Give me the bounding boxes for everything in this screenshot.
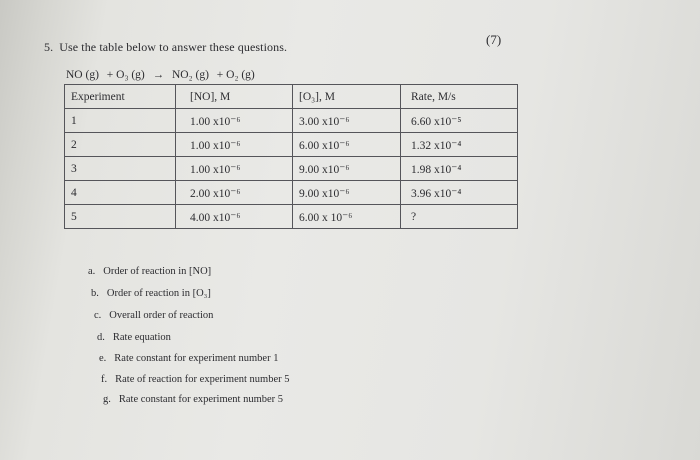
sub-question-text: Rate constant for experiment number 5	[118, 394, 284, 405]
equation-product-o2: + O₂ (g)	[216, 69, 255, 81]
sub-question-label: b.	[91, 288, 99, 299]
cell-experiment: 5	[65, 205, 176, 229]
list-item	[97, 332, 171, 343]
cell-experiment: 3	[65, 157, 176, 181]
cell-experiment: 1	[65, 109, 176, 133]
cell-o3: 3.00 x10⁻⁶	[293, 109, 401, 133]
cell-no: 1.00 x10⁻⁶	[176, 109, 293, 133]
header-experiment: Experiment	[65, 85, 176, 109]
sub-question-text: Order of reaction in [NO]	[103, 266, 212, 277]
list-item	[99, 353, 278, 364]
sub-question-label: c.	[94, 310, 102, 321]
chemical-equation	[66, 69, 260, 81]
equation-arrow: →	[152, 69, 165, 81]
list-item	[101, 374, 289, 385]
header-o3-concentration: [O₃], M	[293, 85, 401, 109]
sub-question-label: a.	[88, 266, 96, 277]
table-row	[65, 205, 518, 229]
cell-rate: 3.96 x10⁻⁴	[401, 181, 518, 205]
sub-question-text: Rate of reaction for experiment number 5	[115, 374, 290, 385]
rate-data-table	[64, 84, 518, 229]
cell-o3: 6.00 x10⁻⁶	[293, 133, 401, 157]
table-header-row	[65, 85, 518, 109]
points-label: (7)	[486, 32, 502, 47]
cell-o3: 9.00 x10⁻⁶	[293, 157, 401, 181]
sub-question-text: Overall order of reaction	[109, 310, 214, 321]
equation-reactant-o3: + O₃ (g)	[106, 69, 145, 81]
header-no-concentration: [NO], M	[176, 85, 293, 109]
cell-no: 1.00 x10⁻⁶	[176, 133, 293, 157]
list-item	[91, 288, 211, 299]
table-row	[65, 181, 518, 205]
sub-question-label: e.	[99, 353, 107, 364]
list-item	[94, 310, 213, 321]
question-heading	[44, 40, 287, 55]
cell-rate: ?	[401, 205, 518, 229]
list-item	[88, 266, 211, 277]
cell-rate: 6.60 x10⁻⁵	[401, 109, 518, 133]
question-text: Use the table below to answer these questions.	[59, 40, 288, 54]
cell-no: 2.00 x10⁻⁶	[176, 181, 293, 205]
cell-o3: 9.00 x10⁻⁶	[293, 181, 401, 205]
header-rate: Rate, M/s	[401, 85, 518, 109]
table-row	[65, 157, 518, 181]
sub-question-label: g.	[103, 394, 111, 405]
equation-reactant-no: NO (g)	[66, 69, 99, 81]
list-item	[103, 394, 283, 405]
cell-no: 1.00 x10⁻⁶	[176, 157, 293, 181]
cell-experiment: 4	[65, 181, 176, 205]
cell-rate: 1.32 x10⁻⁴	[401, 133, 518, 157]
sub-question-text: Rate constant for experiment number 1	[114, 353, 279, 364]
sub-question-label: d.	[97, 332, 105, 343]
question-number: 5.	[44, 40, 54, 54]
sub-question-text: Rate equation	[112, 332, 171, 343]
cell-experiment: 2	[65, 133, 176, 157]
sub-question-label: f.	[101, 374, 108, 385]
cell-no: 4.00 x10⁻⁶	[176, 205, 293, 229]
cell-rate: 1.98 x10⁻⁴	[401, 157, 518, 181]
sub-question-text: Order of reaction in [O₃]	[106, 288, 211, 299]
table-row	[65, 133, 518, 157]
table-row	[65, 109, 518, 133]
equation-product-no2: NO₂ (g)	[172, 69, 209, 81]
cell-o3: 6.00 x 10⁻⁶	[293, 205, 401, 229]
